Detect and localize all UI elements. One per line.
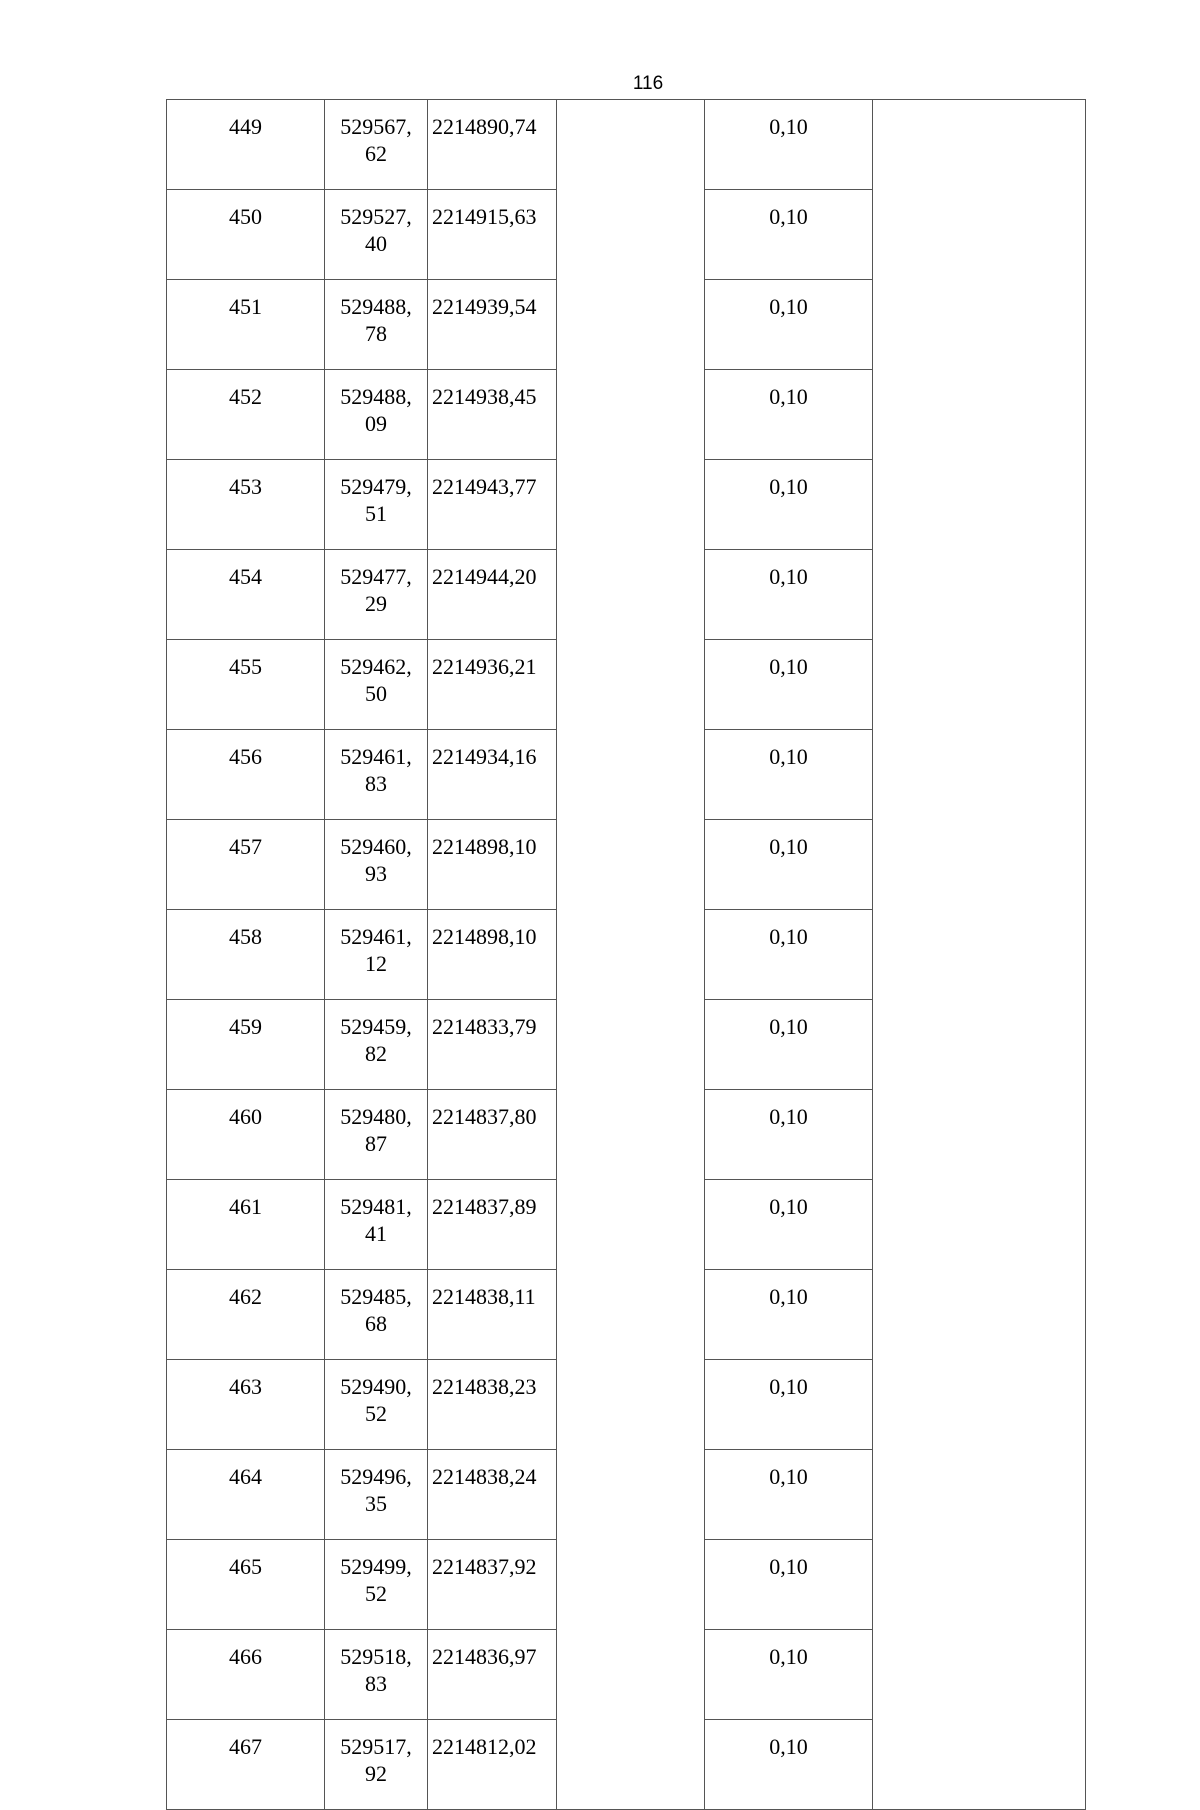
empty-cell: [557, 1000, 705, 1090]
x-coordinate-integer: 529461,: [340, 924, 412, 949]
y-coordinate-cell: 2214837,92: [428, 1540, 557, 1630]
x-coordinate-integer: 529461,: [340, 744, 412, 769]
empty-cell: [873, 100, 1086, 190]
table-row: [167, 640, 1086, 730]
empty-cell: [873, 1270, 1086, 1360]
x-coordinate-fraction: 51: [365, 501, 387, 526]
x-coordinate-fraction: 83: [365, 771, 387, 796]
point-number-cell: 463: [167, 1360, 325, 1450]
x-coordinate-cell: [325, 100, 428, 190]
x-coordinate-fraction: 40: [365, 231, 387, 256]
accuracy-cell: 0,10: [705, 1000, 873, 1090]
y-coordinate-cell: 2214837,89: [428, 1180, 557, 1270]
table-row: [167, 1720, 1086, 1810]
accuracy-cell: 0,10: [705, 1630, 873, 1720]
accuracy-cell: 0,10: [705, 1360, 873, 1450]
x-coordinate-cell: [325, 280, 428, 370]
y-coordinate-cell: 2214812,02: [428, 1720, 557, 1810]
point-number-cell: 467: [167, 1720, 325, 1810]
x-coordinate-cell: [325, 1090, 428, 1180]
x-coordinate-cell: [325, 820, 428, 910]
x-coordinate-fraction: 82: [365, 1041, 387, 1066]
accuracy-cell: 0,10: [705, 370, 873, 460]
empty-cell: [557, 1450, 705, 1540]
y-coordinate-cell: 2214938,45: [428, 370, 557, 460]
table-row: [167, 1180, 1086, 1270]
x-coordinate-cell: [325, 460, 428, 550]
point-number-cell: 454: [167, 550, 325, 640]
empty-cell: [873, 550, 1086, 640]
empty-cell: [873, 1540, 1086, 1630]
table-row: [167, 1450, 1086, 1540]
x-coordinate-cell: [325, 1540, 428, 1630]
point-number-cell: 462: [167, 1270, 325, 1360]
point-number-cell: 452: [167, 370, 325, 460]
empty-cell: [557, 1090, 705, 1180]
empty-cell: [873, 460, 1086, 550]
x-coordinate-fraction: 87: [365, 1131, 387, 1156]
table-row: [167, 1270, 1086, 1360]
coordinates-table-body: [167, 100, 1086, 1810]
y-coordinate-cell: 2214943,77: [428, 460, 557, 550]
x-coordinate-fraction: 52: [365, 1401, 387, 1426]
x-coordinate-integer: 529485,: [340, 1284, 412, 1309]
empty-cell: [557, 1630, 705, 1720]
accuracy-cell: 0,10: [705, 820, 873, 910]
x-coordinate-fraction: 50: [365, 681, 387, 706]
x-coordinate-fraction: 52: [365, 1581, 387, 1606]
y-coordinate-cell: 2214838,23: [428, 1360, 557, 1450]
x-coordinate-integer: 529496,: [340, 1464, 412, 1489]
empty-cell: [557, 640, 705, 730]
x-coordinate-fraction: 62: [365, 141, 387, 166]
accuracy-cell: 0,10: [705, 280, 873, 370]
x-coordinate-integer: 529488,: [340, 294, 412, 319]
point-number-cell: 465: [167, 1540, 325, 1630]
x-coordinate-fraction: 09: [365, 411, 387, 436]
empty-cell: [557, 100, 705, 190]
x-coordinate-fraction: 35: [365, 1491, 387, 1516]
point-number-cell: 459: [167, 1000, 325, 1090]
table-row: [167, 730, 1086, 820]
table-row: [167, 1090, 1086, 1180]
x-coordinate-cell: [325, 1720, 428, 1810]
y-coordinate-cell: 2214898,10: [428, 910, 557, 1000]
empty-cell: [557, 1540, 705, 1630]
empty-cell: [557, 550, 705, 640]
x-coordinate-integer: 529518,: [340, 1644, 412, 1669]
table-row: [167, 1630, 1086, 1720]
x-coordinate-fraction: 41: [365, 1221, 387, 1246]
accuracy-cell: 0,10: [705, 550, 873, 640]
accuracy-cell: 0,10: [705, 100, 873, 190]
empty-cell: [557, 820, 705, 910]
empty-cell: [873, 280, 1086, 370]
empty-cell: [873, 1630, 1086, 1720]
point-number-cell: 460: [167, 1090, 325, 1180]
x-coordinate-fraction: 93: [365, 861, 387, 886]
table-row: [167, 370, 1086, 460]
x-coordinate-cell: [325, 640, 428, 730]
point-number-cell: 449: [167, 100, 325, 190]
page-number: 116: [632, 73, 664, 94]
y-coordinate-cell: 2214837,80: [428, 1090, 557, 1180]
x-coordinate-integer: 529460,: [340, 834, 412, 859]
y-coordinate-cell: 2214915,63: [428, 190, 557, 280]
coordinates-table: [166, 99, 1086, 1810]
x-coordinate-fraction: 29: [365, 591, 387, 616]
x-coordinate-cell: [325, 370, 428, 460]
x-coordinate-integer: 529462,: [340, 654, 412, 679]
empty-cell: [557, 1180, 705, 1270]
table-row: [167, 1540, 1086, 1630]
table-row: [167, 820, 1086, 910]
y-coordinate-cell: 2214833,79: [428, 1000, 557, 1090]
empty-cell: [873, 1180, 1086, 1270]
y-coordinate-cell: 2214939,54: [428, 280, 557, 370]
x-coordinate-integer: 529488,: [340, 384, 412, 409]
empty-cell: [557, 1360, 705, 1450]
empty-cell: [873, 1000, 1086, 1090]
point-number-cell: 457: [167, 820, 325, 910]
accuracy-cell: 0,10: [705, 1270, 873, 1360]
empty-cell: [873, 370, 1086, 460]
point-number-cell: 458: [167, 910, 325, 1000]
empty-cell: [557, 460, 705, 550]
point-number-cell: 450: [167, 190, 325, 280]
x-coordinate-integer: 529527,: [340, 204, 412, 229]
empty-cell: [873, 1090, 1086, 1180]
x-coordinate-cell: [325, 730, 428, 820]
accuracy-cell: 0,10: [705, 190, 873, 280]
point-number-cell: 466: [167, 1630, 325, 1720]
accuracy-cell: 0,10: [705, 1540, 873, 1630]
empty-cell: [557, 1720, 705, 1810]
table-row: [167, 550, 1086, 640]
x-coordinate-fraction: 12: [365, 951, 387, 976]
accuracy-cell: 0,10: [705, 640, 873, 730]
empty-cell: [557, 190, 705, 280]
y-coordinate-cell: 2214836,97: [428, 1630, 557, 1720]
x-coordinate-cell: [325, 1450, 428, 1540]
table-row: [167, 1360, 1086, 1450]
table-row: [167, 910, 1086, 1000]
empty-cell: [873, 640, 1086, 730]
y-coordinate-cell: 2214944,20: [428, 550, 557, 640]
y-coordinate-cell: 2214936,21: [428, 640, 557, 730]
x-coordinate-integer: 529477,: [340, 564, 412, 589]
point-number-cell: 456: [167, 730, 325, 820]
point-number-cell: 464: [167, 1450, 325, 1540]
point-number-cell: 451: [167, 280, 325, 370]
x-coordinate-cell: [325, 1360, 428, 1450]
accuracy-cell: 0,10: [705, 1720, 873, 1810]
empty-cell: [873, 1720, 1086, 1810]
x-coordinate-cell: [325, 550, 428, 640]
y-coordinate-cell: 2214838,11: [428, 1270, 557, 1360]
empty-cell: [557, 730, 705, 820]
y-coordinate-cell: 2214890,74: [428, 100, 557, 190]
x-coordinate-cell: [325, 910, 428, 1000]
accuracy-cell: 0,10: [705, 910, 873, 1000]
accuracy-cell: 0,10: [705, 1180, 873, 1270]
x-coordinate-cell: [325, 1630, 428, 1720]
x-coordinate-integer: 529481,: [340, 1194, 412, 1219]
x-coordinate-fraction: 78: [365, 321, 387, 346]
x-coordinate-cell: [325, 1180, 428, 1270]
empty-cell: [873, 1450, 1086, 1540]
accuracy-cell: 0,10: [705, 1450, 873, 1540]
empty-cell: [557, 910, 705, 1000]
table-row: [167, 1000, 1086, 1090]
point-number-cell: 453: [167, 460, 325, 550]
accuracy-cell: 0,10: [705, 460, 873, 550]
table-row: [167, 280, 1086, 370]
x-coordinate-integer: 529480,: [340, 1104, 412, 1129]
table-row: [167, 190, 1086, 280]
empty-cell: [557, 280, 705, 370]
x-coordinate-integer: 529479,: [340, 474, 412, 499]
x-coordinate-cell: [325, 1000, 428, 1090]
x-coordinate-fraction: 92: [365, 1761, 387, 1786]
x-coordinate-integer: 529490,: [340, 1374, 412, 1399]
x-coordinate-cell: [325, 190, 428, 280]
point-number-cell: 455: [167, 640, 325, 730]
point-number-cell: 461: [167, 1180, 325, 1270]
empty-cell: [873, 1360, 1086, 1450]
empty-cell: [873, 190, 1086, 280]
y-coordinate-cell: 2214898,10: [428, 820, 557, 910]
x-coordinate-integer: 529499,: [340, 1554, 412, 1579]
empty-cell: [873, 910, 1086, 1000]
accuracy-cell: 0,10: [705, 730, 873, 820]
x-coordinate-fraction: 68: [365, 1311, 387, 1336]
x-coordinate-integer: 529459,: [340, 1014, 412, 1039]
empty-cell: [873, 730, 1086, 820]
table-row: [167, 460, 1086, 550]
x-coordinate-cell: [325, 1270, 428, 1360]
accuracy-cell: 0,10: [705, 1090, 873, 1180]
empty-cell: [873, 820, 1086, 910]
x-coordinate-integer: 529517,: [340, 1734, 412, 1759]
y-coordinate-cell: 2214934,16: [428, 730, 557, 820]
table-row: [167, 100, 1086, 190]
y-coordinate-cell: 2214838,24: [428, 1450, 557, 1540]
x-coordinate-fraction: 83: [365, 1671, 387, 1696]
empty-cell: [557, 1270, 705, 1360]
x-coordinate-integer: 529567,: [340, 114, 412, 139]
empty-cell: [557, 370, 705, 460]
